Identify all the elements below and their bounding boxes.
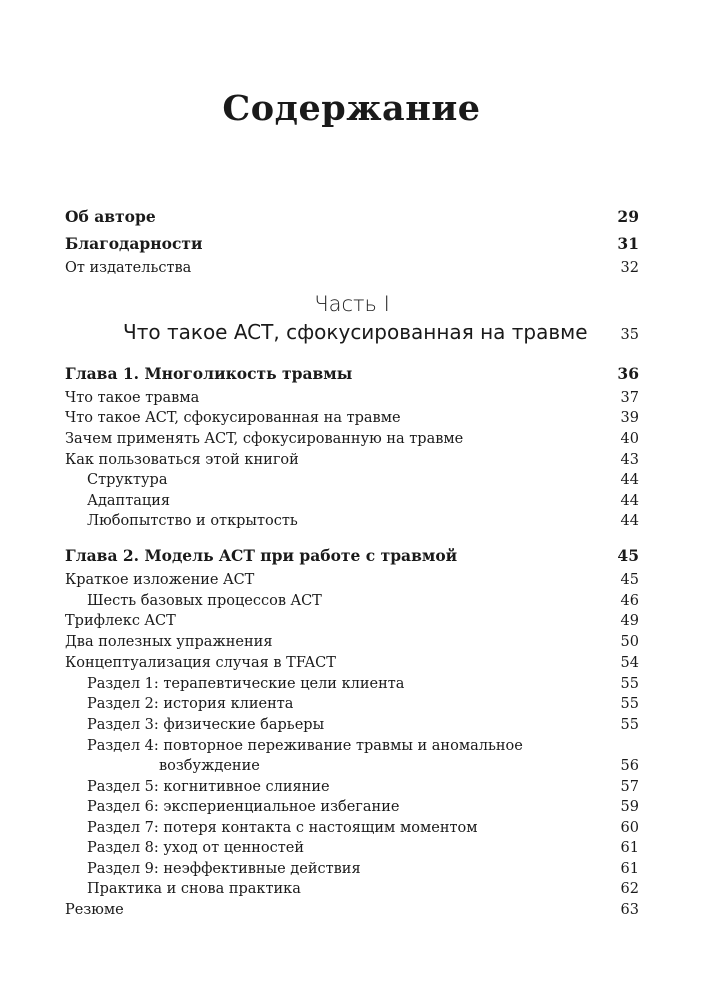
toc-entry[interactable] bbox=[65, 633, 639, 651]
toc-entry-text: Как пользоваться этой книгой bbox=[65, 452, 299, 468]
toc-entry-text: Два полезных упражнения bbox=[65, 634, 273, 650]
toc-page-number: 45 bbox=[617, 546, 639, 565]
toc-entry-text: Раздел 5: когнитивное слияние bbox=[87, 779, 330, 795]
toc-entry-text: Раздел 8: уход от ценностей bbox=[87, 840, 305, 856]
toc-entry-text: Раздел 3: физические барьеры bbox=[87, 717, 325, 733]
toc-page-number: 60 bbox=[620, 820, 639, 836]
toc-page-number: 49 bbox=[620, 613, 639, 629]
toc-entry-text: Любопытство и открытость bbox=[87, 513, 298, 529]
toc-entry[interactable] bbox=[65, 389, 639, 407]
toc-entry[interactable] bbox=[65, 451, 639, 469]
toc-entry-text: Адаптация bbox=[87, 493, 171, 509]
toc-entry-text: Концептуализация случая в TFACT bbox=[65, 655, 336, 671]
toc-page-number: 39 bbox=[620, 410, 639, 426]
toc-page-number: 55 bbox=[620, 676, 639, 692]
toc-entry-text: Практика и снова практика bbox=[87, 881, 301, 897]
toc-entry-text: Шесть базовых процессов ACT bbox=[87, 593, 322, 609]
toc-page-number: 63 bbox=[620, 902, 639, 918]
toc-entry-text: Раздел 2: история клиента bbox=[87, 696, 294, 712]
toc-entry-publisher[interactable] bbox=[65, 259, 639, 277]
toc-entry-text: Раздел 1: терапевтические цели клиента bbox=[87, 676, 405, 692]
toc-page-number: 35 bbox=[620, 327, 639, 343]
toc-entry-text: Раздел 7: потеря контакта с настоящим моментом bbox=[87, 820, 478, 836]
toc-page-number: 29 bbox=[617, 207, 639, 226]
toc-page-number: 55 bbox=[620, 717, 639, 733]
toc-entry[interactable] bbox=[65, 695, 639, 713]
toc-entry[interactable] bbox=[65, 839, 639, 857]
toc-page-number: 45 bbox=[620, 572, 639, 588]
toc-entry[interactable] bbox=[65, 471, 639, 489]
toc-entry-text: Что такое травма bbox=[65, 390, 200, 406]
toc-entry-text: Краткое изложение ACT bbox=[65, 572, 255, 588]
toc-page-number: 36 bbox=[617, 364, 639, 383]
toc-entry-text: Что такое ACT, сфокусированная на травме bbox=[65, 410, 401, 426]
toc-entry-chapter-1[interactable] bbox=[65, 365, 639, 383]
toc-page-number: 62 bbox=[620, 881, 639, 897]
toc-entry[interactable] bbox=[65, 430, 639, 448]
page-title: Содержание bbox=[222, 88, 481, 129]
toc-entry-text: Трифлекс ACT bbox=[65, 613, 176, 629]
toc-entry-text: Раздел 9: неэффективные действия bbox=[87, 861, 361, 877]
toc-page-number: 59 bbox=[620, 799, 639, 815]
toc-entry[interactable] bbox=[65, 675, 639, 693]
toc-entry[interactable] bbox=[65, 492, 639, 510]
toc-entry[interactable] bbox=[65, 737, 639, 755]
toc-entry[interactable] bbox=[65, 778, 639, 796]
toc-entry-continuation[interactable] bbox=[65, 757, 639, 775]
toc-entry-about-author[interactable] bbox=[65, 208, 639, 226]
toc-page-number: 46 bbox=[620, 593, 639, 609]
toc-page-number: 44 bbox=[620, 472, 639, 488]
toc-page-number: 32 bbox=[620, 260, 639, 276]
toc-page-number: 43 bbox=[620, 452, 639, 468]
toc-entry[interactable] bbox=[65, 571, 639, 589]
toc-entry-text: Зачем применять ACT, сфокусированную на травме bbox=[65, 431, 464, 447]
toc-entry-text: Об авторе bbox=[65, 207, 156, 226]
toc-entry-text: Резюме bbox=[65, 902, 124, 918]
toc-entry-text: Структура bbox=[87, 472, 168, 488]
toc-entry-text: Благодарности bbox=[65, 234, 203, 253]
toc-entry-acknowledgements[interactable] bbox=[65, 235, 639, 253]
toc-page-number: 57 bbox=[620, 779, 639, 795]
toc-entry[interactable] bbox=[65, 592, 639, 610]
toc-entry-text: Раздел 6: экспериенциальное избегание bbox=[87, 799, 400, 815]
toc-page-number: 44 bbox=[620, 513, 639, 529]
toc-page-number: 61 bbox=[620, 840, 639, 856]
toc-page-number: 61 bbox=[620, 861, 639, 877]
part-title: Что такое ACT, сфокусированная на травме bbox=[123, 320, 588, 344]
toc-page-number: 50 bbox=[620, 634, 639, 650]
chapter-title: Глава 1. Многоликость травмы bbox=[65, 364, 353, 383]
toc-page-number: 31 bbox=[617, 234, 639, 253]
toc-entry-text: Раздел 4: повторное переживание травмы и аномальное bbox=[87, 738, 523, 754]
toc-page-number: 54 bbox=[620, 655, 639, 671]
part-label: Часть I bbox=[314, 292, 390, 316]
toc-page-number: 55 bbox=[620, 696, 639, 712]
toc-entry-part-1[interactable] bbox=[65, 320, 639, 344]
toc-entry[interactable] bbox=[65, 612, 639, 630]
toc-page-number: 40 bbox=[620, 431, 639, 447]
toc-entry-chapter-2[interactable] bbox=[65, 547, 639, 565]
toc-entry[interactable] bbox=[65, 654, 639, 672]
toc-entry[interactable] bbox=[65, 512, 639, 530]
toc-page-number: 56 bbox=[620, 758, 639, 774]
toc-entry[interactable] bbox=[65, 901, 639, 919]
toc-entry[interactable] bbox=[65, 819, 639, 837]
toc-page-number: 44 bbox=[620, 493, 639, 509]
toc-entry-text: возбуждение bbox=[159, 758, 260, 774]
toc-entry[interactable] bbox=[65, 409, 639, 427]
chapter-title: Глава 2. Модель ACT при работе с травмой bbox=[65, 546, 458, 565]
toc-page-number: 37 bbox=[620, 390, 639, 406]
toc-entry[interactable] bbox=[65, 860, 639, 878]
toc-entry[interactable] bbox=[65, 716, 639, 734]
toc-entry-text: От издательства bbox=[65, 260, 192, 276]
toc-entry[interactable] bbox=[65, 798, 639, 816]
toc-entry[interactable] bbox=[65, 880, 639, 898]
